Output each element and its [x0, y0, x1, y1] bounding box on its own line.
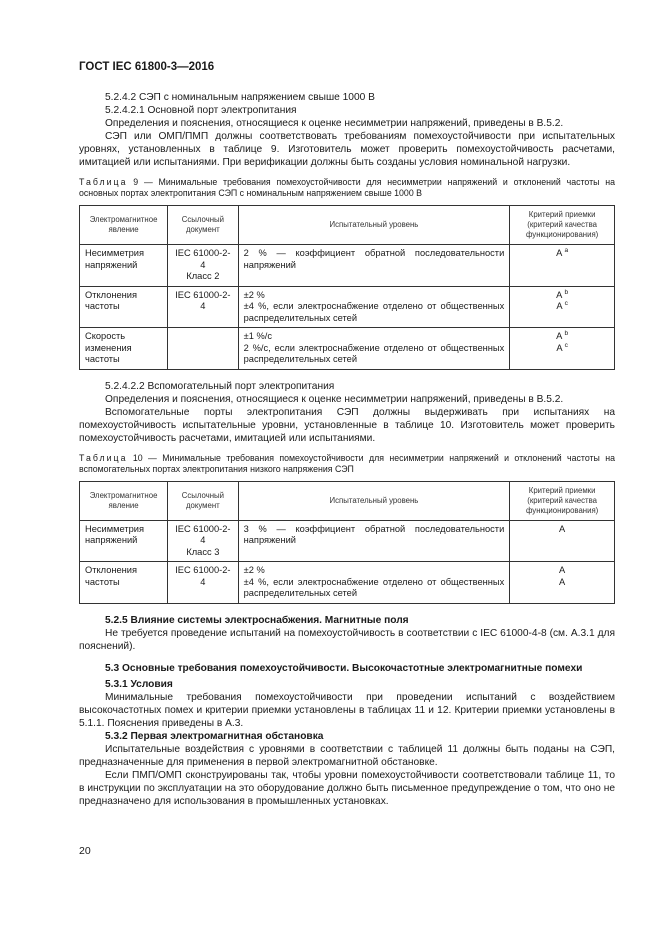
- table10-header-level: Испытательный уровень: [238, 481, 510, 520]
- table10: [79, 481, 615, 604]
- table-cell-phenomenon: Отклонения частоты: [80, 562, 168, 604]
- table9: [79, 205, 615, 370]
- paragraph-magnetic-fields: Не требуется проведение испытаний на помехоустойчивость в соответствии с IEC 61000-4-8 (см. А.3.1 для пояснений).: [79, 627, 615, 652]
- table-cell-reference: IEC 61000-2-4 Класс 3: [168, 520, 239, 562]
- paragraph-warning: Если ПМП/ОМП сконструированы так, чтобы уровни помехоустойчивости соответствовали таблице 11, то в инструкции по эксплуатации на это оборудование должно быть письменное предупреждение о том, что оно не предназначено для использования в промышленных установках.: [79, 769, 615, 807]
- section-5242-heading: 5.2.4.2 СЭП с номинальным напряжением свыше 1000 В: [105, 92, 375, 103]
- table-cell-reference: IEC 61000-2-4: [168, 286, 239, 328]
- paragraph-table9-intro: СЭП или ОМП/ПМП должны соответствовать требованиям помехоустойчивости при испытательных уровнях, установленных в таблице 9. Изготовитель может проверить помехоустойчивость расчетами, имитацией или испытаниями. При верификации должны быть созданы условия номинальной нагрузки.: [79, 131, 615, 168]
- table10-caption: [79, 453, 615, 475]
- paragraph-table10-intro: Вспомогательные порты электропитания СЭП должны выдерживать при испытаниях на помехоустойчивость испытательные уровни, установленные в таблице 10. Изготовитель может проверить помехоустойчивость расчетами, имитацией или испытаниями.: [79, 406, 615, 444]
- document-body: [79, 91, 615, 808]
- table-row: [80, 520, 615, 562]
- table-cell-level: ±2 % ±4 %, если электроснабжение отделено от общественных распределительных сетей: [238, 286, 510, 328]
- document-header: ГОСТ IEC 61800-3—2016: [79, 61, 215, 73]
- table9-caption-label: Таблица: [79, 177, 128, 187]
- table-row: [80, 245, 615, 287]
- table-cell-criterion: A: [510, 520, 615, 562]
- table9-caption-text: 9 — Минимальные требования помехоустойчивости для несимметрии напряжений и отклонений частоты на основных портах электропитания СЭП с номинальным напряжением свыше 1000 В: [79, 177, 615, 198]
- table10-caption-text: 10 — Минимальные требования помехоустойчивости для несимметрии напряжений и отклонений частоты на вспомогательных портах электропитания низкого напряжения СЭП: [79, 452, 615, 474]
- table-cell-criterion: A $^b$ A $^c$: [510, 328, 615, 370]
- table-cell-phenomenon: Несимметрия напряжений: [80, 245, 168, 287]
- table-row: [80, 562, 615, 604]
- table-cell-level: 3 % — коэффициент обратной последовательности напряжений: [238, 520, 510, 562]
- table-cell-phenomenon: Скорость изменения частоты: [80, 328, 168, 370]
- table9-caption: [79, 177, 615, 199]
- table-cell-phenomenon: Несимметрия напряжений: [80, 520, 168, 562]
- table9-header-criterion: Критерий приемки (критерий качества функционирования): [510, 206, 615, 245]
- table-cell-criterion: A $^b$ A $^c$: [510, 286, 615, 328]
- table10-caption-label: Таблица: [79, 452, 128, 463]
- paragraph-conditions: Минимальные требования помехоустойчивости при проведении испытаний с воздействием высокочастотных помех и критерии приемки установлены в таблицах 11 и 12. Критерии приемки установлены в 5.1.1. Пояснения приведены в А.3.: [79, 691, 615, 729]
- section-532-heading: 5.3.2 Первая электромагнитная обстановка: [105, 730, 324, 742]
- table-cell-phenomenon: Отклонения частоты: [80, 286, 168, 328]
- table-cell-reference: IEC 61000-2-4 Класс 2: [168, 245, 239, 287]
- table10-header-criterion: Критерий приемки (критерий качества функционирования): [510, 481, 615, 520]
- paragraph-definitions-1: Определения и пояснения, относящиеся к оценке несимметрии напряжений, приведены в В.5.2.: [105, 118, 564, 129]
- table10-header-row: [80, 481, 615, 520]
- table9-header-row: [80, 206, 615, 245]
- section-52422-heading: 5.2.4.2.2 Вспомогательный порт электропитания: [105, 380, 335, 392]
- table-cell-criterion: A $^a$: [510, 245, 615, 287]
- paragraph-first-environment: Испытательные воздействия с уровнями в соответствии с таблицей 11 должны быть поданы на СЭП, предназначенные для применения в первой электромагнитной обстановке.: [79, 743, 615, 768]
- table-row: [80, 328, 615, 370]
- page-number: 20: [79, 845, 91, 857]
- table9-header-level: Испытательный уровень: [238, 206, 510, 245]
- table-row: [80, 286, 615, 328]
- table9-header-reference: Ссылочный документ: [168, 206, 239, 245]
- table-cell-level: ±2 % ±4 %, если электроснабжение отделено от общественных распределительных сетей: [238, 562, 510, 604]
- table-cell-criterion: A A: [510, 562, 615, 604]
- table-cell-level: 2 % — коэффициент обратной последовательности напряжений: [238, 245, 510, 287]
- table9-header-phenomenon: Электромагнитное явление: [80, 206, 168, 245]
- table-cell-level: ±1 %/с 2 %/с, если электроснабжение отделено от общественных распределительных сетей: [238, 328, 510, 370]
- section-52421-heading: 5.2.4.2.1 Основной порт электропитания: [105, 105, 297, 116]
- paragraph-definitions-2: Определения и пояснения, относящиеся к оценке несимметрии напряжений, приведены в В.5.2.: [105, 393, 564, 405]
- section-53-heading: 5.3 Основные требования помехоустойчивости. Высокочастотные электромагнитные помехи: [105, 662, 583, 674]
- table10-header-phenomenon: Электромагнитное явление: [80, 481, 168, 520]
- table-cell-reference: [168, 328, 239, 370]
- table10-header-reference: Ссылочный документ: [168, 481, 239, 520]
- section-525-heading: 5.2.5 Влияние системы электроснабжения. Магнитные поля: [105, 614, 409, 626]
- table-cell-reference: IEC 61000-2-4: [168, 562, 239, 604]
- section-531-heading: 5.3.1 Условия: [105, 678, 173, 690]
